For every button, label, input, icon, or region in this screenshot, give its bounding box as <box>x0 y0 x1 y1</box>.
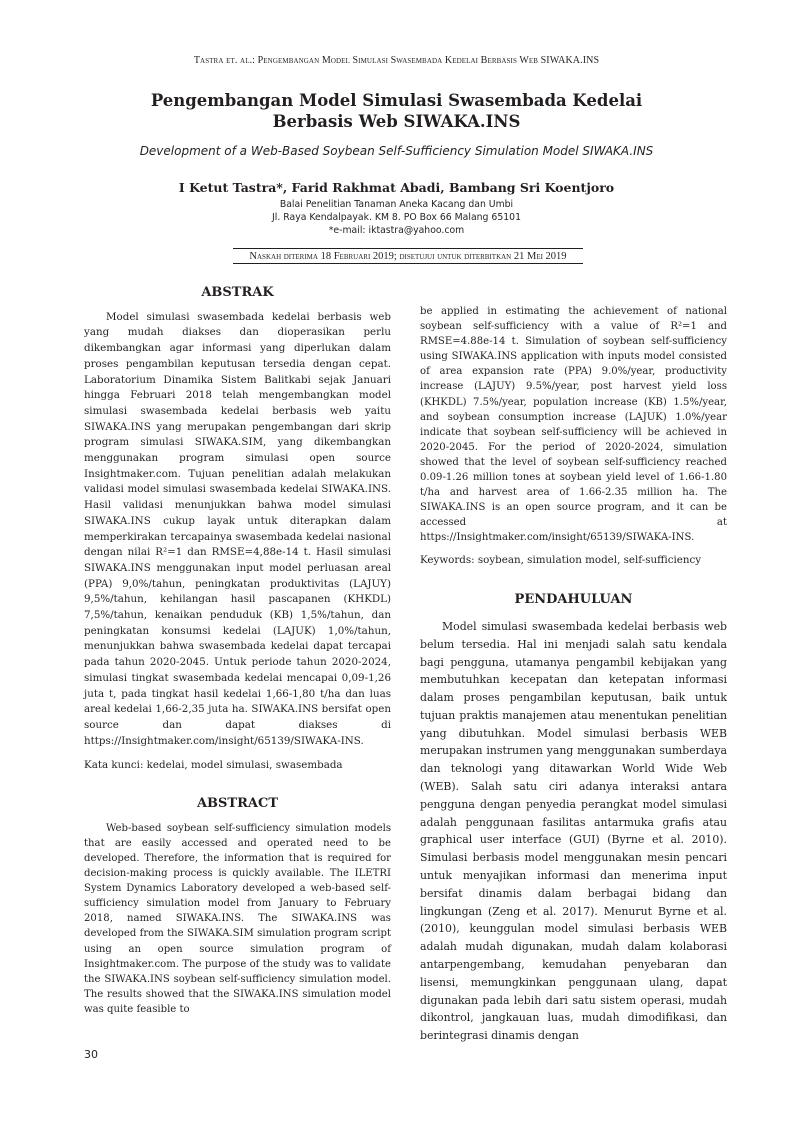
article-title-line-2: Berbasis Web SIWAKA.INS <box>272 112 521 131</box>
affiliation-address: Jl. Raya Kendalpayak. KM 8. PO Box 66 Malang 65101 <box>272 212 521 223</box>
running-head: Tastra et. al.: Pengembangan Model Simulasi Swasembada Kedelai Berbasis Web SIWAKA.INS <box>193 55 600 66</box>
article-subtitle: Development of a Web-Based Soybean Self-Sufficiency Simulation Model SIWAKA.INS <box>139 144 654 158</box>
abstract-heading: ABSTRACT <box>196 796 279 812</box>
submission-dates: Naskah diterima 18 Februari 2019; disetujui untuk diterbitkan 21 Mei 2019 <box>233 248 583 264</box>
left-column <box>84 285 391 1017</box>
right-column <box>420 304 727 1045</box>
abstract-body-part-2: be applied in estimating the achievement of national soybean self-sufficiency with a value of R²=1 and RMSE=4.88e-14 t. Simulation of soybean self-sufficiency using SIWAKA.INS application with inputs model consisted of area expansion rate (PPA) 9.0%/year, productivity increase (LAJUY) 9.5%/year, post harvest yield loss (KHKDL) 7.5%/year, population increase (KB) 1.5%/year, and soybean consumption increase (LAJUK) 1.0%/year indicate that soybean self-sufficiency will be achieved in 2020-2045. For the period of 2020-2024, simulation showed that the level of soybean self-sufficiency reached 0.09-1.26 million tones at soybean yield level of 1.66-1.80 t/ha and harvest area of 1.66-2.35 million ha. The SIWAKA.INS is an open source program, and it can be accessed at https://Insightmaker.com/insight/65139/SIWAKA-INS. <box>420 306 727 544</box>
page-number: 30 <box>84 1048 98 1061</box>
abstrak-body: Model simulasi swasembada kedelai berbasis web yang mudah diakses dan dioperasikan perlu dikembangkan agar informasi yang diperlukan dalam proses pengambilan keputusan tersedia dengan cepat. Laboratorium Dinamika Sistem Balitkabi sejak Januari hingga Februari 2018 telah mengembangkan model simulasi swasembada kedelai berbasis web yaitu SIWAKA.INS yang merupakan pengembangan dari skrip program simulasi SIWAKA.SIM, yang dikembangkan menggunakan program simulasi open source Insightmaker.com. Tujuan penelitian adalah melakukan validasi model simulasi swasembada kedelai SIWAKA.INS. Hasil validasi menunjukkan bahwa model simulasi SIWAKA.INS cukup layak untuk diterapkan dalam memperkirakan tercapainya swasembada kedelai nasional dengan nilai R²=1 dan RMSE=4,88e-14 t. Hasil simulasi SIWAKA.INS menggunakan input model perluasan areal (PPA) 9,0%/tahun, peningkatan produktivitas (LAJUY) 9,5%/tahun, kehilangan hasil pascapanen (KHKDL) 7,5%/tahun, kenaikan penduduk (KB) 1,5%/tahun, dan peningkatan konsumsi kedelai (LAJUK) 1,0%/tahun, menunjukkan bahwa swasembada kedelai dapat tercapai pada tahun 2020-2045. Untuk periode tahun 2020-2024, simulasi tingkat swasembada kedelai mencapai 0,09-1,26 juta t, pada tingkat hasil kedelai 1,66-1,80 t/ha dan luas areal kedelai 1,66-2,35 juta ha. SIWAKA.INS bersifat open source dan dapat diakses di https://Insightmaker.com/insight/65139/SIWAKA-INS. <box>84 310 391 747</box>
abstrak-heading: ABSTRAK <box>201 285 274 300</box>
abstrak-keywords: Kata kunci: kedelai, model simulasi, swasembada <box>84 759 343 772</box>
pendahuluan-body: Model simulasi swasembada kedelai berbasis web belum tersedia. Hal ini menjadi salah satu kendala bagi pengguna, utamanya pengambil kebijakan yang membutuhkan kecepatan dan ketepatan informasi dalam proses pengambilan keputusan, baik untuk tujuan praktis manajemen atau menentukan penelitian yang dibutuhkan. Model simulasi berbasis WEB merupakan instrumen yang menggunakan sumberdaya dan teknologi yang ditawarkan World Wide Web (WEB). Salah satu ciri adanya interaksi antara pengguna dengan penyedia perangkat model simulasi adalah penggunaan fasilitas antarmuka grafis atau graphical user interface (GUI) (Byrne et al. 2010). Simulasi berbasis model menggunakan mesin pencari untuk menyajikan informasi dan menerima input bersifat dinamis dalam berbagai bidang dan lingkungan (Zeng et al. 2017). Menurut Byrne et al. (2010), keunggulan model simulasi berbasis WEB adalah mudah digunakan, mudah dalam kolaborasi antarpengembang, kemudahan penyebaran dan lisensi, memungkinkan penggunaan ulang, dapat digunakan pada lebih dari satu sistem operasi, mudah dikontrol, jangkauan luas, mudah dimodifikasi, dan berintegrasi dinamis dengan <box>420 619 727 1043</box>
abstract-body-part-1: Web-based soybean self-sufficiency simulation models that are easily accessed and operated need to be developed. Therefore, the information that is required for decision-making process is quickly available. The ILETRI System Dynamics Laboratory developed a web-based self-sufficiency simulation model from January to February 2018, named SIWAKA.INS. The SIWAKA.INS was developed from the SIWAKA.SIM simulation program script using an open source simulation program of Insightmaker.com. The purpose of the study was to validate the SIWAKA.INS soybean self-sufficiency simulation model. The results showed that the SIWAKA.INS simulation model was quite feasible to <box>84 822 391 1015</box>
author-list: I Ketut Tastra*, Farid Rakhmat Abadi, Bambang Sri Koentjoro <box>178 180 615 195</box>
affiliation <box>60 198 733 237</box>
article-title-line-1: Pengembangan Model Simulasi Swasembada Kedelai <box>150 91 643 110</box>
pendahuluan-heading: PENDAHULUAN <box>514 592 633 608</box>
affiliation-institution: Balai Penelitian Tanaman Aneka Kacang dan Umbi <box>279 199 514 210</box>
affiliation-email: *e-mail: iktastra@yahoo.com <box>328 225 465 236</box>
article-title <box>60 90 733 132</box>
abstract-keywords: Keywords: soybean, simulation model, self-sufficiency <box>420 553 702 566</box>
